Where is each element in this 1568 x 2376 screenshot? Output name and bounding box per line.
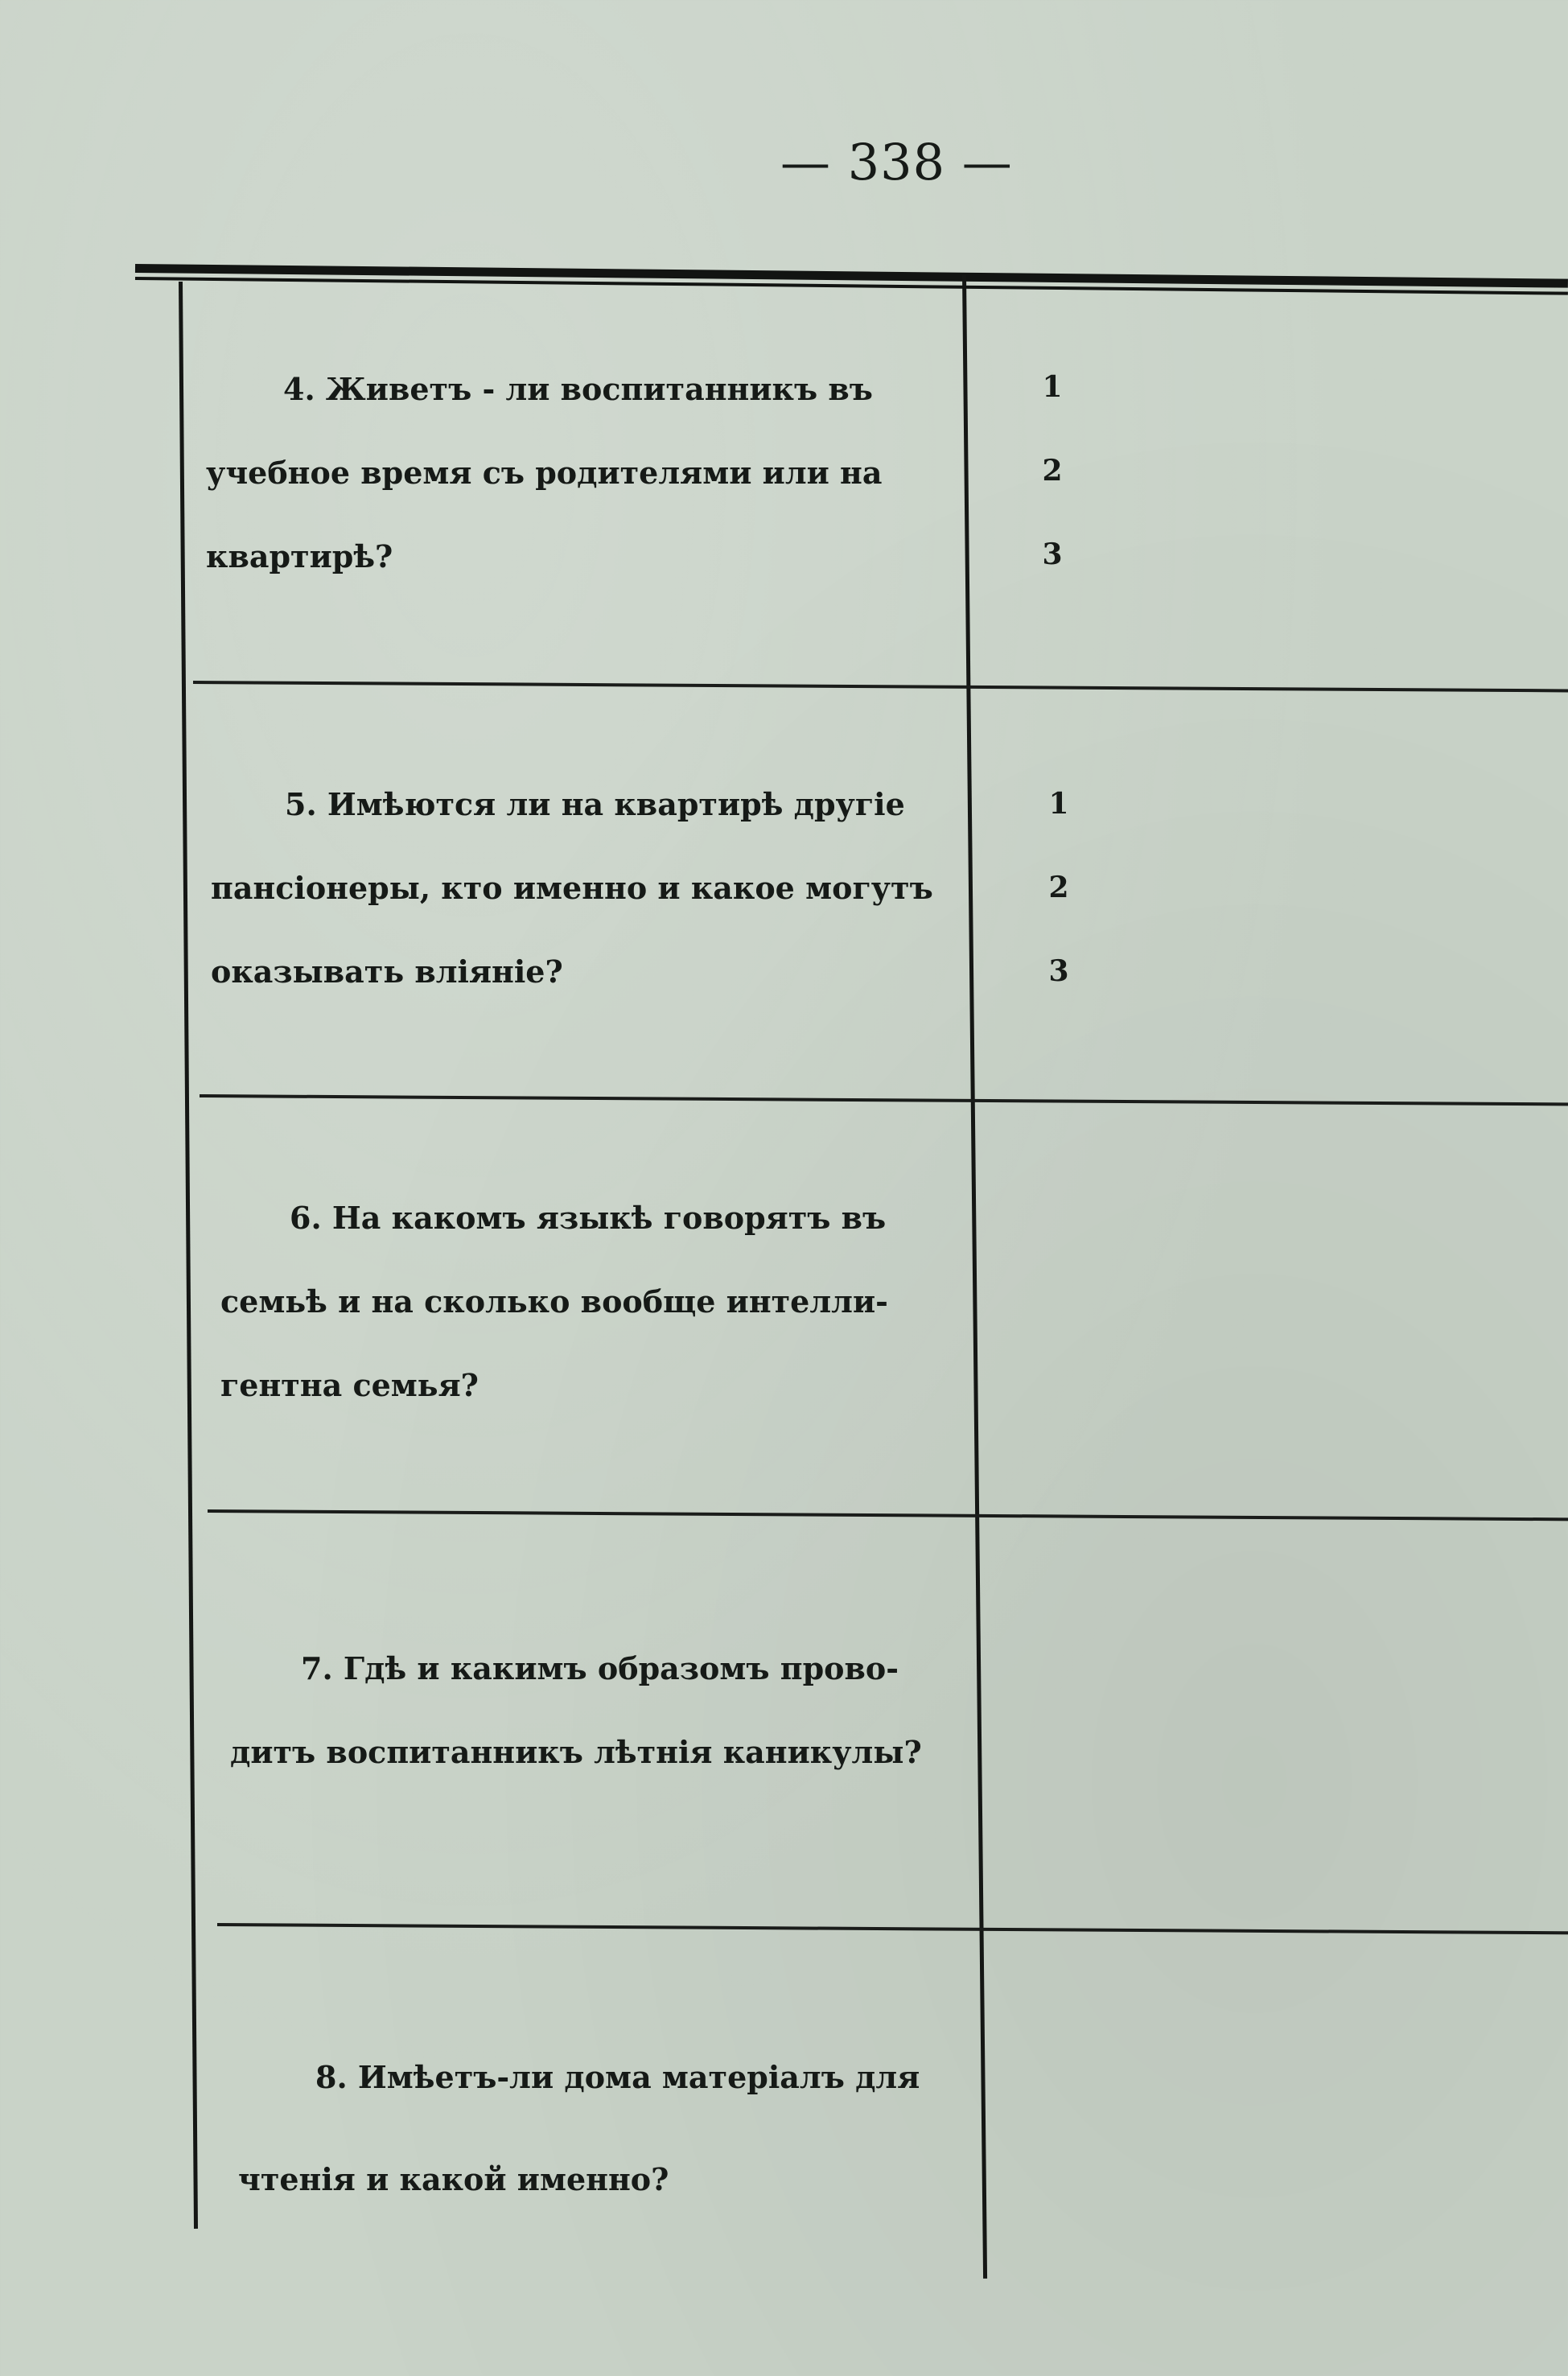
question-line: 7. Гдѣ и какимъ образомъ прово- [301,1650,899,1686]
answer-number: 2 [1042,454,1063,488]
question-line: гентна семья? [220,1367,479,1403]
question-line: 5. Имѣются ли на квартирѣ другіе [285,786,905,822]
answer-number: 3 [1048,954,1069,988]
question-line: чтенія и какой именно? [238,2161,669,2197]
answer-number: 2 [1048,871,1069,904]
question-line: квартирѣ? [206,538,393,574]
row-separator [200,1094,1568,1106]
question-text [238,2036,1006,2240]
table-left-border [179,282,198,2229]
page-number: — 338 — [780,133,1013,191]
answer-number: 1 [1048,787,1069,821]
answer-number: 1 [1042,370,1063,404]
question-line: 8. Имѣетъ-ли дома матеріалъ для [315,2059,920,2095]
question-line: 6. На какомъ языкѣ говорятъ въ [290,1200,887,1236]
question-text [220,1176,989,1427]
question-line: 4. Живетъ - ли воспитанникъ въ [283,371,873,407]
question-text [206,348,974,599]
question-line: пансіонеры, кто именно и какое могутъ [211,870,933,906]
question-text [230,1627,998,1794]
question-line: семьѣ и на сколько вообще интелли- [220,1283,888,1320]
question-line: дитъ воспитанникъ лѣтнія каникулы? [230,1734,922,1770]
answer-number: 3 [1042,537,1063,571]
question-line: учебное время съ родителями или на [206,455,883,491]
question-line: оказывать вліяніе? [211,953,563,990]
row-separator [193,681,1568,692]
row-separator [217,1923,1568,1934]
question-text [211,763,979,1014]
row-separator [208,1509,1568,1521]
